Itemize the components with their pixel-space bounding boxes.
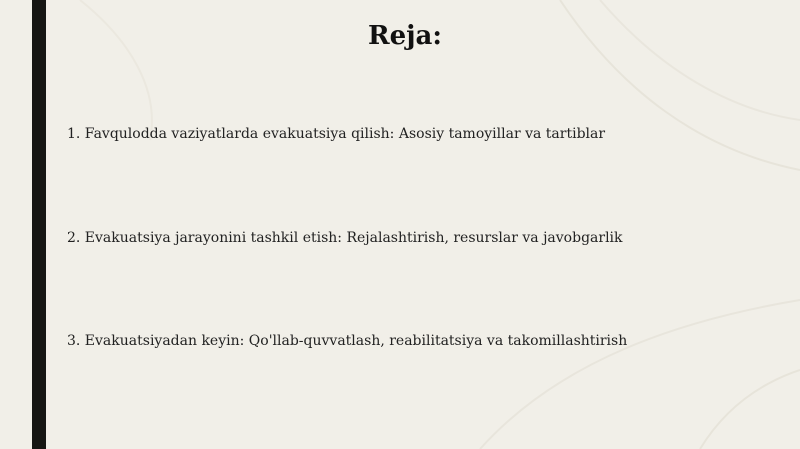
- left-accent-bar: [32, 0, 46, 449]
- agenda-item-3: 3. Evakuatsiyadan keyin: Qo'llab-quvvatlash, reabilitatsiya va takomillashtirish: [67, 333, 628, 349]
- agenda-item-1: 1. Favqulodda vaziyatlarda evakuatsiya qilish: Asosiy tamoyillar va tartiblar: [67, 126, 606, 142]
- agenda-item-2: 2. Evakuatsiya jarayonini tashkil etish: Rejalashtirish, resurslar va javobgarlik: [67, 230, 623, 246]
- slide-title: Reja:: [367, 21, 442, 51]
